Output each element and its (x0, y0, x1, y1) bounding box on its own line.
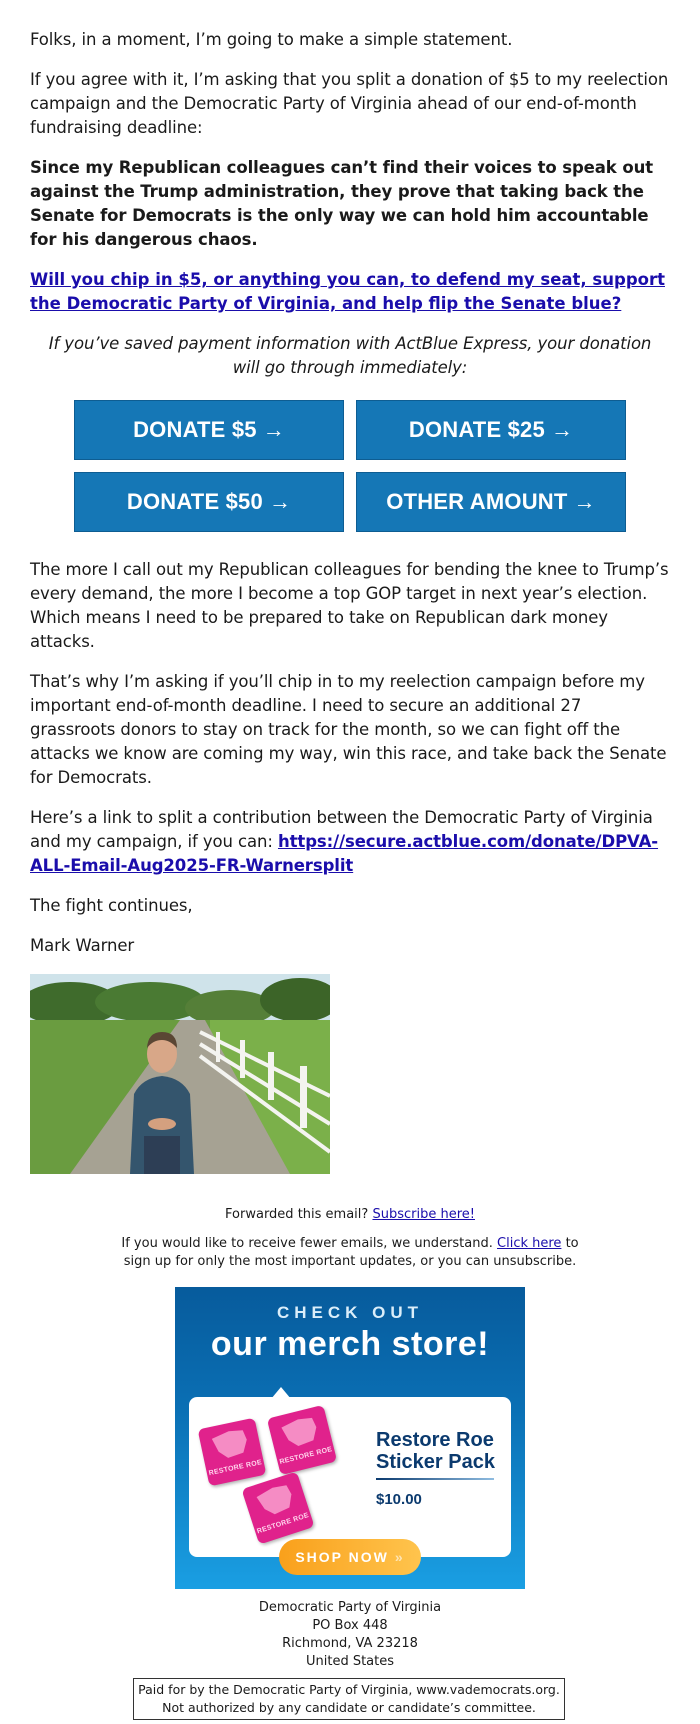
merch-heading-small: CHECK OUT (276, 1303, 424, 1322)
signature: Mark Warner (30, 936, 135, 955)
donate-50-button[interactable] (74, 472, 344, 532)
fewer-emails-line (0, 1235, 700, 1271)
donate-5-label: DONATE $5 (133, 417, 257, 442)
merch-heading-large: our merch store! (210, 1325, 490, 1363)
donate-50-label: DONATE $50 (126, 489, 263, 514)
target-paragraph: The more I call out my Republican colleagues for bending the knee to Trump’s every demand, the more I become a top GOP target in next year’s election. Which means I need to be prepared to take on Republican dark money attacks. (30, 560, 669, 651)
address-city: Richmond, VA 23218 (282, 1636, 418, 1651)
merch-store-banner[interactable] (175, 1287, 525, 1589)
paid-for-disclaimer (133, 1678, 565, 1720)
address-org: Democratic Party of Virginia (258, 1600, 442, 1615)
email-footer (0, 1206, 700, 1271)
other-amount-label: OTHER AMOUNT (386, 489, 568, 514)
click-here-link[interactable]: Click here (497, 1236, 562, 1251)
product-name (376, 1429, 495, 1473)
photo-illustration (30, 974, 330, 1174)
forwarded-text: Forwarded this email? (225, 1207, 369, 1222)
mark-warner-photo (30, 974, 330, 1174)
split-text: Here’s a link to split a contribution between the Democratic Party of Virginia and my campaign, if you can: (30, 808, 653, 851)
arrow-right-icon: → (550, 417, 574, 442)
product-price: $10.00 (376, 1491, 422, 1508)
sticker-image (267, 1405, 337, 1475)
subscribe-link[interactable]: Subscribe here! (372, 1207, 475, 1222)
other-amount-button[interactable] (356, 472, 626, 532)
arrow-right-icon: → (262, 417, 285, 442)
address-po-box: PO Box 448 (312, 1618, 388, 1633)
split-paragraph (30, 806, 670, 878)
product-divider (376, 1478, 494, 1480)
address-country: United States (305, 1654, 395, 1669)
split-donation-link[interactable]: https://secure.actblue.com/donate/DPVA-ALL-Email-Aug2025-FR-Warnersplit (30, 832, 659, 875)
email-body (30, 28, 670, 1174)
fewer-emails-post: to sign up for only the most important updates, or you can unsubscribe. (123, 1236, 579, 1269)
donate-button-grid (30, 400, 670, 540)
mailing-address (0, 1599, 700, 1671)
donate-25-label: DONATE $25 (408, 417, 545, 442)
chip-in-link[interactable]: Will you chip in $5, or anything you can, to defend my seat, support the Democratic Party of Virginia, and help flip the Senate blue? (30, 270, 665, 313)
deadline-paragraph: That’s why I’m asking if you’ll chip in to my reelection campaign before my important end-of-month deadline. I need to secure an additional 27 grassroots donors to stay on track for the month, so we can fight off the attacks we know are coming my way, win this race, and take back the Senate for Democrats. (30, 672, 667, 787)
arrow-right-icon: → (573, 489, 596, 514)
sticker-text: RESTORE ROE (278, 1446, 334, 1466)
double-chevron-icon: » (394, 1549, 405, 1565)
product-name-line2: Sticker Pack (376, 1451, 495, 1473)
sticker-image (241, 1471, 314, 1544)
ask-paragraph: If you agree with it, I’m asking that you split a donation of $5 to my reelection campaign and the Democratic Party of Virginia ahead of our end-of-month fundraising deadline: (30, 70, 669, 137)
sticker-text: RESTORE ROE (256, 1512, 310, 1536)
statement-paragraph: Since my Republican colleagues can’t find their voices to speak out against the Trump administration, they prove that taking back the Senate for Democrats is the only way we can hold him accountable for his dangerous chaos. (30, 158, 653, 249)
product-name-line1: Restore Roe (376, 1429, 494, 1451)
sticker-text: RESTORE ROE (208, 1459, 263, 1478)
shop-now-label: SHOP NOW (295, 1549, 389, 1565)
closing-line: The fight continues, (30, 896, 193, 915)
fewer-emails-pre: If you would like to receive fewer emails, we understand. (121, 1236, 493, 1251)
product-card (189, 1397, 511, 1557)
forwarded-line (0, 1206, 700, 1224)
donate-5-button[interactable] (74, 400, 344, 460)
sticker-image (198, 1418, 267, 1487)
actblue-express-note: If you’ve saved payment information with ActBlue Express, your donation will go through immediately: (48, 334, 652, 377)
disclaimer-line2: Not authorized by any candidate or candidate’s committee. (162, 1700, 536, 1715)
arrow-right-icon: → (268, 489, 292, 514)
shop-now-button[interactable] (279, 1539, 421, 1575)
donate-25-button[interactable] (356, 400, 626, 460)
intro-paragraph: Folks, in a moment, I’m going to make a simple statement. (30, 30, 513, 49)
disclaimer-line1: Paid for by the Democratic Party of Virginia, www.vademocrats.org. (138, 1682, 560, 1697)
